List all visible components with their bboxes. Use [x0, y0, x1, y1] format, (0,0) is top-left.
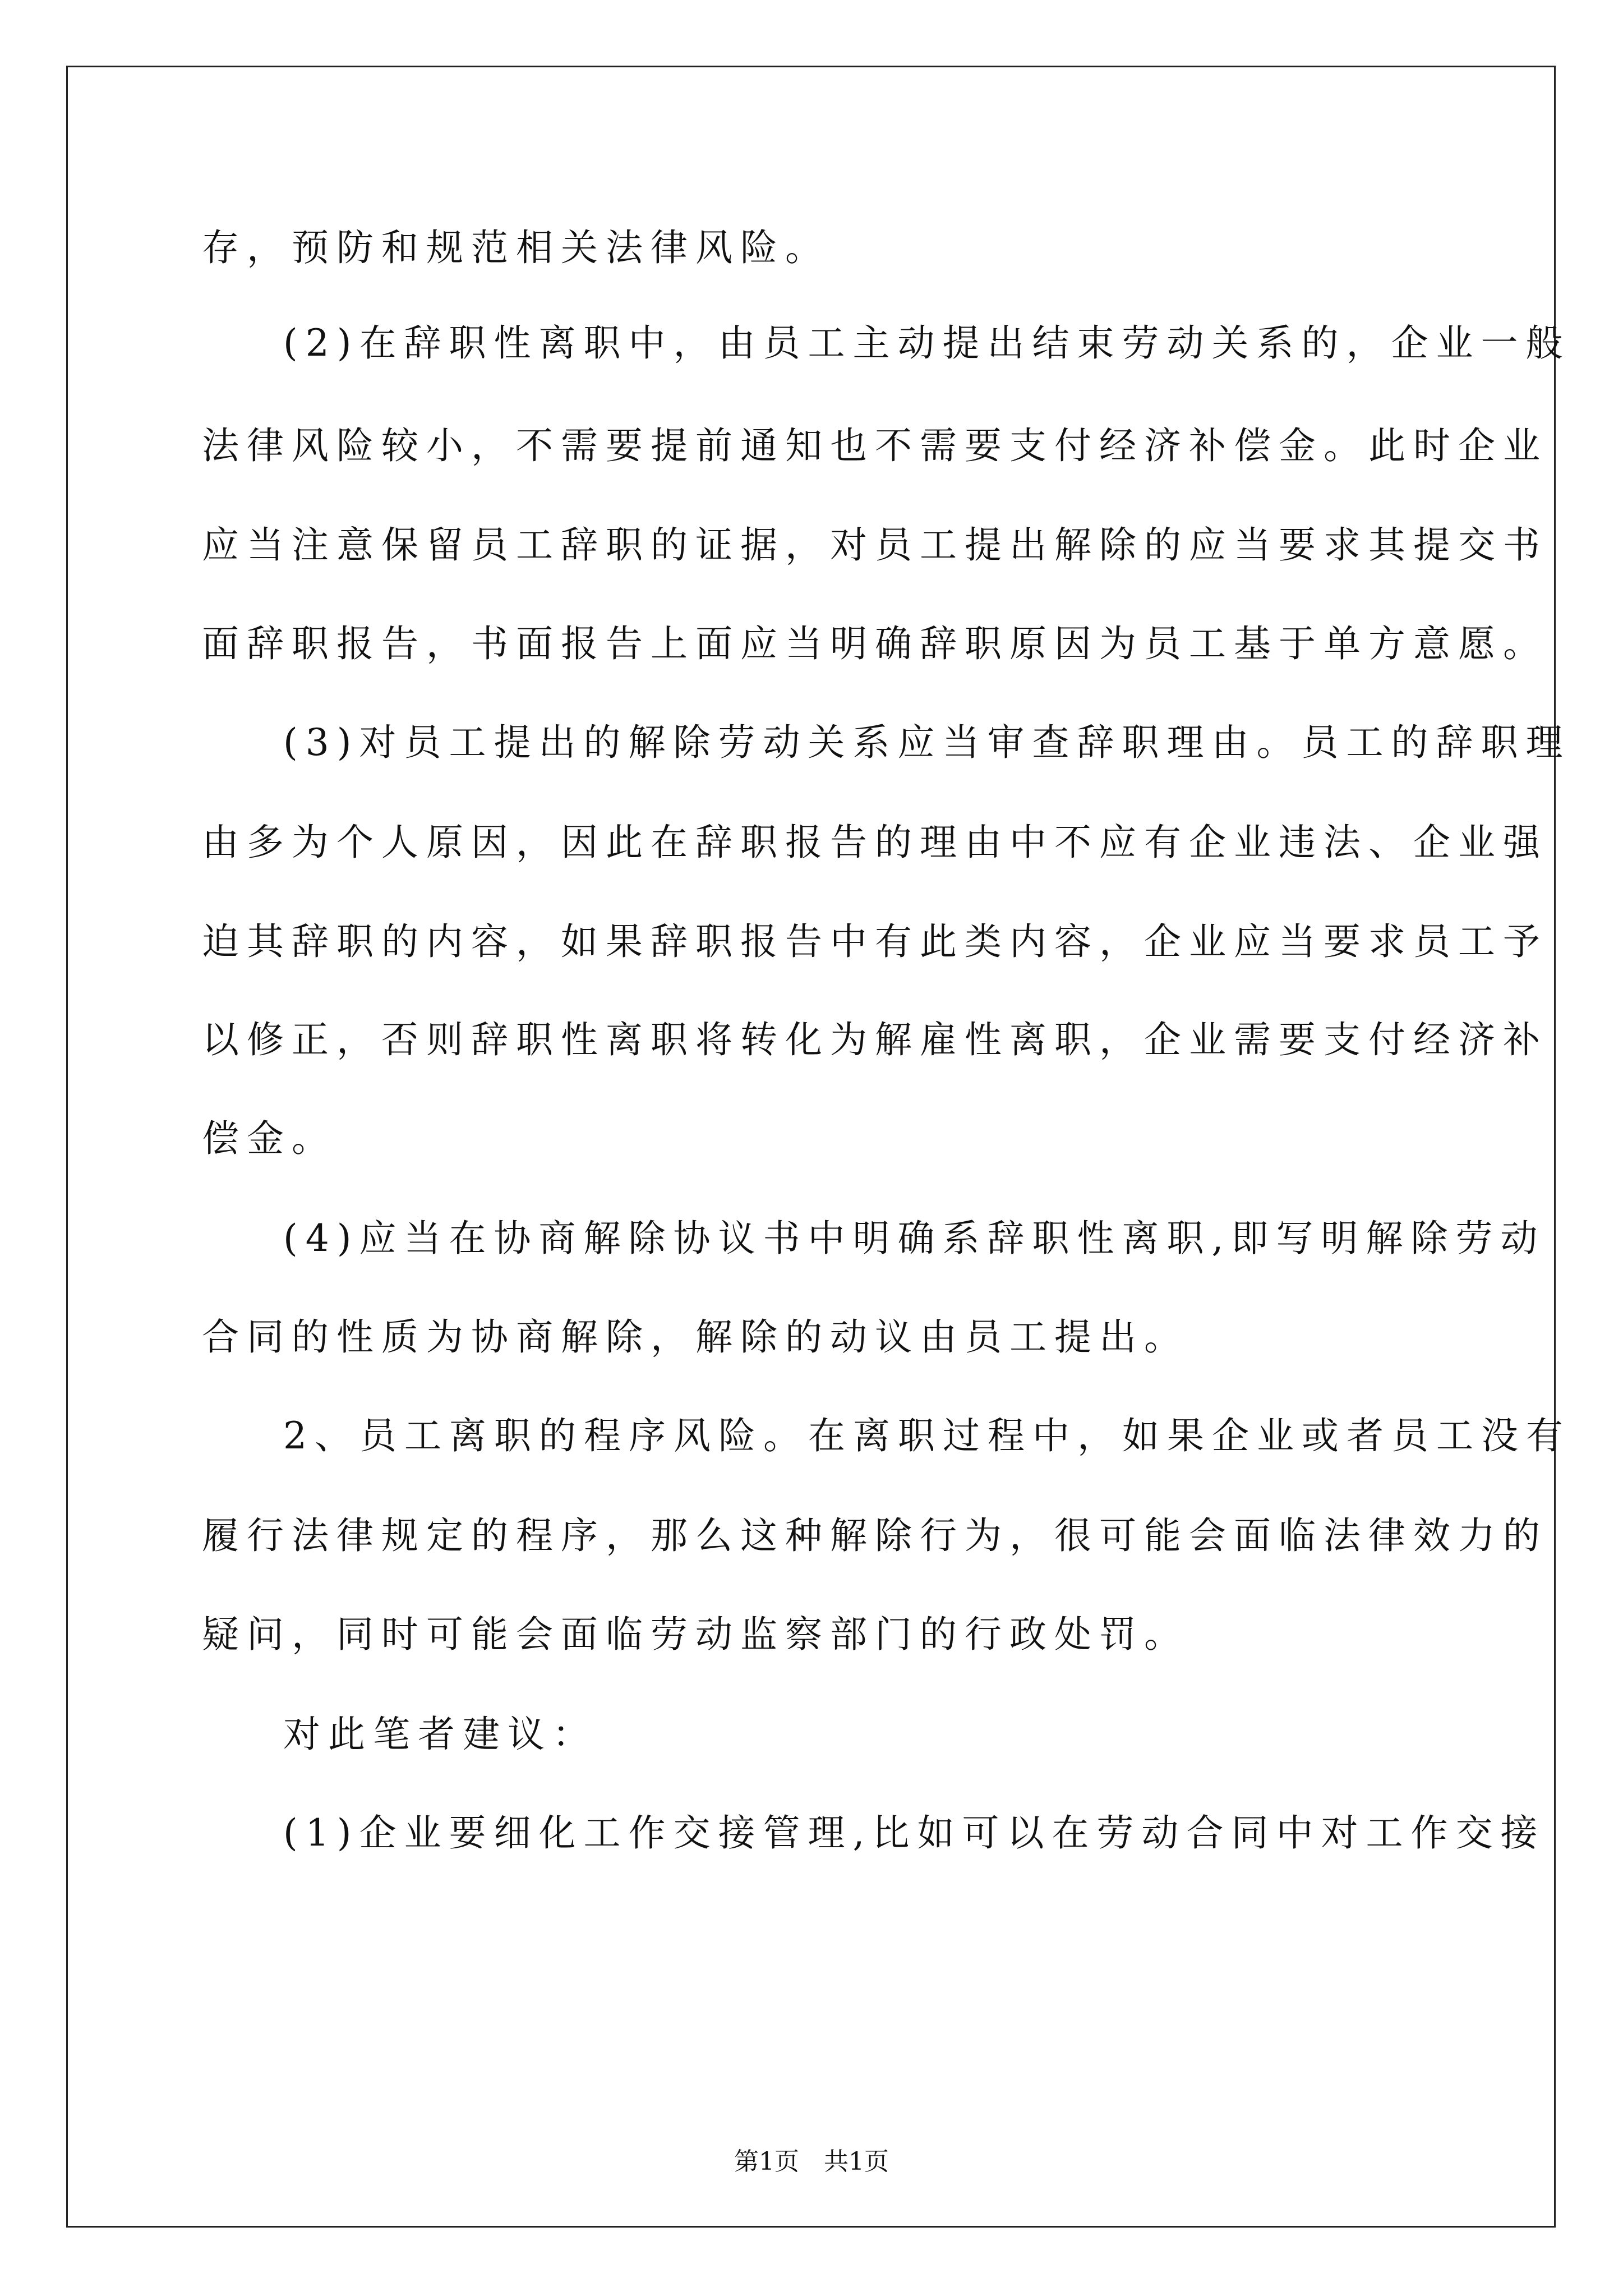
text-line: 履行法律规定的程序，那么这种解除行为，很可能会面临法律效力的	[202, 1514, 1548, 1557]
text-line: 以修正，否则辞职性离职将转化为解雇性离职，企业需要支付经济补	[202, 1018, 1548, 1061]
text-line: 疑问，同时可能会面临劳动监察部门的行政处罚。	[202, 1613, 1189, 1656]
text-line: 2、员工离职的程序风险。在离职过程中，如果企业或者员工没有	[283, 1414, 1571, 1457]
text-line: 应当注意保留员工辞职的证据，对员工提出解除的应当要求其提交书	[202, 523, 1548, 567]
text-line: 由多为个人原因，因此在辞职报告的理由中不应有企业违法、企业强	[202, 821, 1548, 864]
text-line: (2)在辞职性离职中，由员工主动提出结束劳动关系的，企业一般	[283, 321, 1571, 365]
text-line: 合同的性质为协商解除，解除的动议由员工提出。	[202, 1315, 1189, 1359]
text-line: (4)应当在协商解除协议书中明确系辞职性离职,即写明解除劳动	[283, 1217, 1546, 1260]
text-line: (1)企业要细化工作交接管理,比如可以在劳动合同中对工作交接	[283, 1811, 1546, 1855]
text-line: (3)对员工提出的解除劳动关系应当审查辞职理由。员工的辞职理	[283, 721, 1571, 764]
page-number: 第1页 共1页	[734, 2147, 889, 2176]
text-line: 偿金。	[202, 1117, 336, 1160]
text-line: 迫其辞职的内容，如果辞职报告中有此类内容，企业应当要求员工予	[202, 920, 1548, 963]
text-line: 法律风险较小，不需要提前通知也不需要支付经济补偿金。此时企业	[202, 424, 1548, 467]
text-line: 存，预防和规范相关法律风险。	[202, 226, 830, 269]
text-line: 面辞职报告，书面报告上面应当明确辞职原因为员工基于单方意愿。	[202, 622, 1548, 665]
text-line: 对此笔者建议：	[283, 1713, 597, 1756]
